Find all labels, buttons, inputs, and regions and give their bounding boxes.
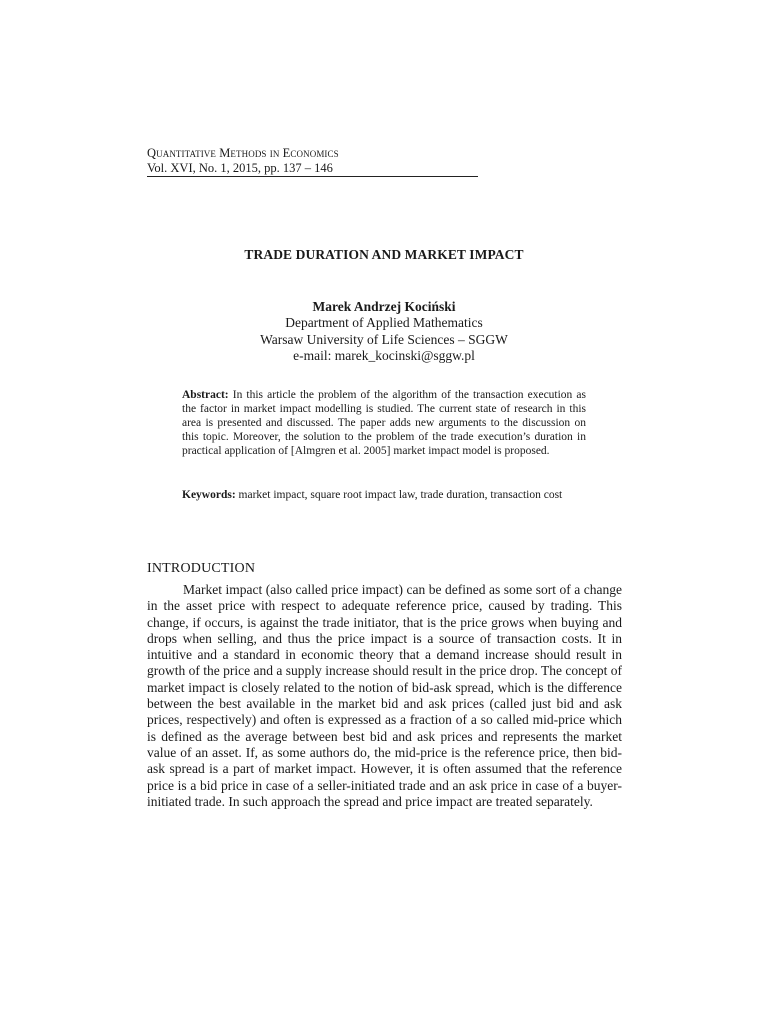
abstract-text: In this article the problem of the algorithm of the transaction execution as the factor in market impact modelling is studied. The current state of research in this area is presented and discussed. The paper adds new arguments to the discussion on this topic. Moreover, the solution to the problem of the trade execution’s duration in practical application of [Almgren et al. 2005] market impact model is proposed. <box>182 389 586 457</box>
abstract <box>182 389 586 459</box>
author-department: Department of Applied Mathematics <box>285 315 483 331</box>
author-email: e-mail: marek_kocinski@sggw.pl <box>293 347 475 363</box>
keywords-label: Keywords: <box>182 489 239 501</box>
journal-header <box>147 146 477 176</box>
keywords-text: market impact, square root impact law, trade duration, transaction cost <box>238 489 563 501</box>
author-block <box>147 299 621 364</box>
header-rule <box>147 176 478 177</box>
abstract-label: Abstract: <box>182 389 233 401</box>
keywords <box>182 488 586 502</box>
author-university: Warsaw University of Life Sciences – SGGW <box>260 331 508 347</box>
paper-title: TRADE DURATION AND MARKET IMPACT <box>244 247 524 262</box>
journal-name: Quantitative Methods in Economics <box>147 146 339 160</box>
section-heading-introduction: INTRODUCTION <box>147 561 256 576</box>
introduction-paragraph: Market impact (also called price impact) can be defined as some sort of a change in the asset price with respect to adequate reference price, caused by trading. This change, if occurs, is against the trade initiator, that is the price grows when buying and drops when selling, and thus the price impact is a source of transaction costs. It in intuitive and a standard in economic theory that a demand increase should result in growth of the price and a supply increase should result in the price drop. The concept of market impact is closely related to the notion of bid-ask spread, which is the difference between the best available in the market bid and ask prices (called just bid and ask prices, respectively) and often is expressed as a fraction of a so called mid-price which is defined as the average between best bid and ask prices and represents the market value of an asset. If, as some authors do, the mid-price is the reference price, then bid-ask spread is a part of market impact. However, it is often assumed that the reference price is a bid price in case of a seller-initiated trade and an ask price in case of a buyer-initiated trade. In such approach the spread and price impact are treated separately. <box>147 582 622 809</box>
journal-issue: Vol. XVI, No. 1, 2015, pp. 137 – 146 <box>147 161 333 175</box>
author-name: Marek Andrzej Kociński <box>312 299 456 314</box>
